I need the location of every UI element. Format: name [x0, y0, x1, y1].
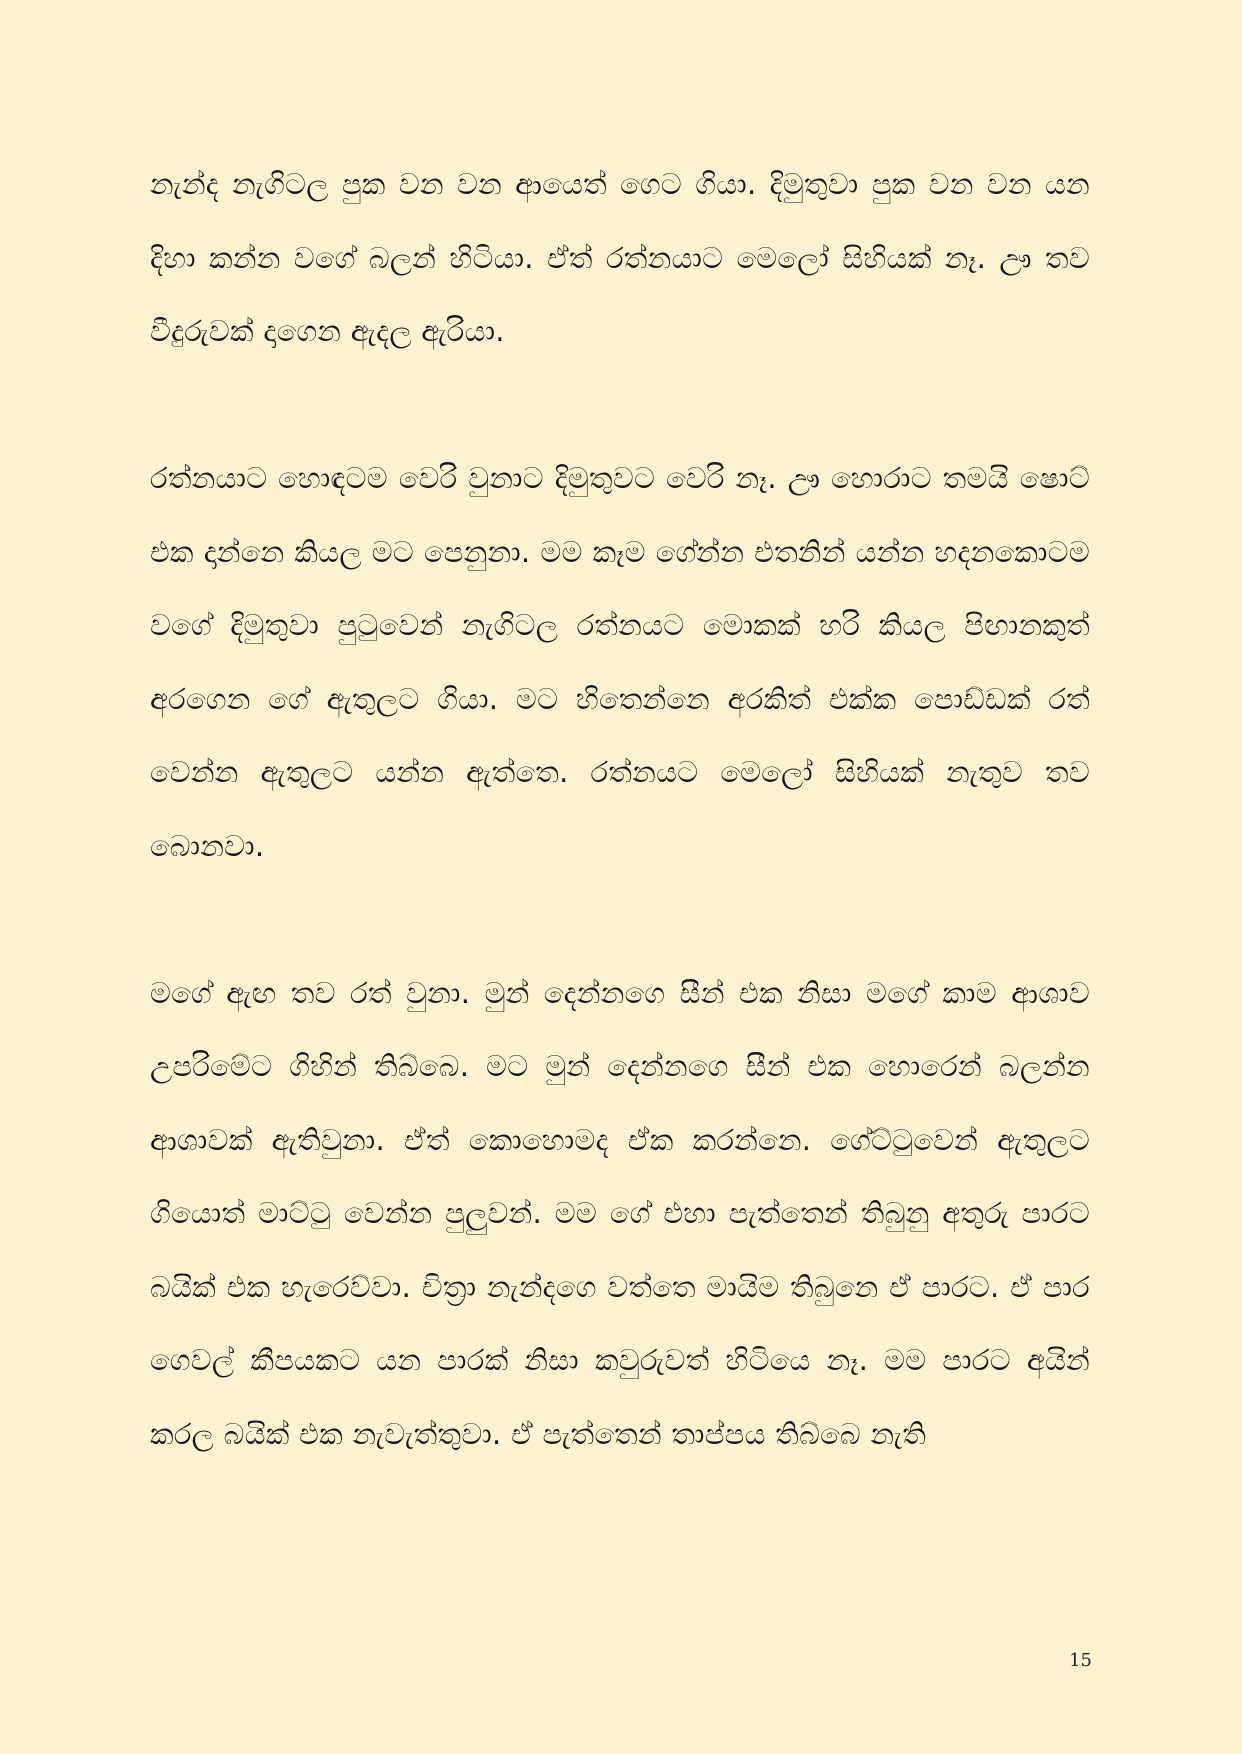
- page-body: [150, 148, 1090, 1471]
- paragraph-3: මගේ ඇඟ තව රත් වුනා. මුන් දෙන්නගෙ සීන් එක නිසා මගේ කාම ආශාව උපරිමේට ගිහින් තිබ්බෙ. මට මුන් දෙන්නගෙ සීන් එක හොරෙන් බලන්න ආශාවක් ඇතිවුනා. ඒත් කොහොමද ඒක කරන්නෙ. ගේට්ටුවෙන් ඇතුලට ගියොත් මාට්ටු වෙන්න පුලුවන්. මම ගේ එහා පැත්තෙන් තිබුනු අතුරු පාරට බයික් එක හැරෙව්වා. චිත්‍රා නැන්දගෙ වත්තෙ මායිම තිබුනෙ ඒ පාරට. ඒ පාර ගෙවල් කීපයකට යන පාරක් නිසා කවුරුවත් හිටියෙ නෑ. මම පාරට අයින් කරල බයික් එක නැවැත්තුවා. ඒ පැත්තෙන් තාප්පය තිබ්බෙ නැති: [150, 975, 1090, 1451]
- page-number: 15: [1069, 1650, 1092, 1671]
- paragraph-1: නැන්ද නැගිටල පුක වන වන ආයෙත් ගෙට ගියා. දිමුතුවා පුක වන වන යන දිහා කන්න වගේ බලන් හිටියා. ඒත් රත්නයාට මෙලෝ සිහියක් නෑ. ඌ තව වීදුරුවක් දාගෙන ඇදල ඇරියා.: [150, 167, 1090, 348]
- paragraph-2: රත්නයාට හොඳටම වෙරි වුනාට දිමුතුවට වෙරි නෑ. ඌ හොරාට තමයි ෂොට් එක දාන්නෙ කියල මට පෙනුනා. මම කෑම ගේන්න එතනින් යන්න හදනකොටම වගේ දිමුතුවා පුටුවෙන් නැගිටල රත්නයට මොකක් හරි කියල පිඟානකුත් අරගෙන ගේ ඇතුලට ගියා. මට හිතෙන්නෙ අරකිත් එක්ක පොඩ්ඩක් රත් වෙන්න ඇතුලට යන්න ඇත්තෙ. රත්නයට මෙලෝ සිහියක් නැතුව තව බොනවා.: [150, 461, 1090, 863]
